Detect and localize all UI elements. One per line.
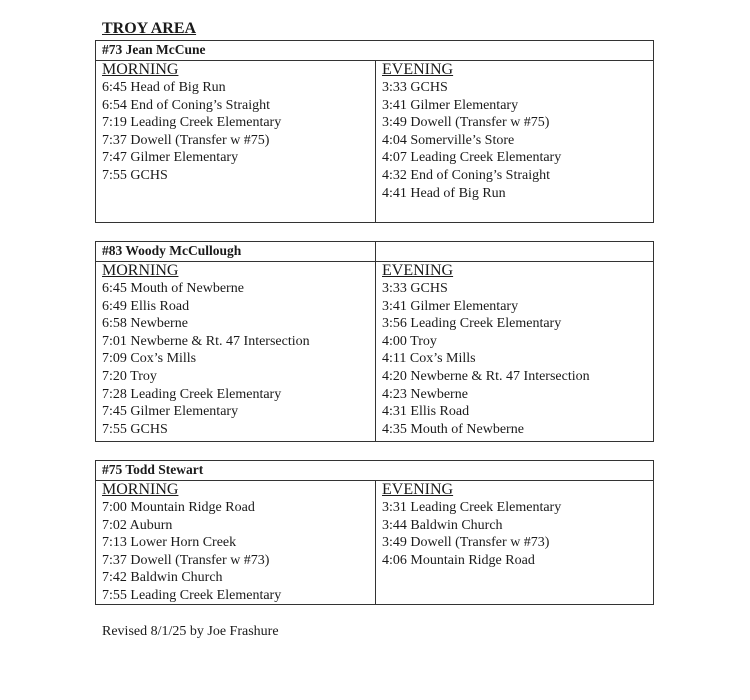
evening-stop: 3:31 Leading Creek Elementary (382, 500, 562, 515)
morning-stop: 7:01 Newberne & Rt. 47 Intersection (102, 333, 310, 349)
morning-label: MORNING (102, 481, 179, 498)
evening-stop: 4:20 Newberne & Rt. 47 Intersection (382, 368, 590, 384)
evening-stop: 4:23 Newberne (382, 386, 468, 402)
evening-stop: 4:41 Head of Big Run (382, 185, 506, 201)
evening-stop: 3:33 GCHS (382, 281, 448, 296)
evening-stop: 3:44 Baldwin Church (382, 517, 503, 533)
evening-label: EVENING (382, 481, 454, 498)
evening-label: EVENING (382, 61, 454, 78)
morning-stop: 7:13 Lower Horn Creek (102, 535, 237, 551)
route-table-83 (95, 241, 654, 442)
route-name: #83 Woody McCullough (102, 243, 242, 258)
page-title: TROY AREA (102, 20, 197, 37)
route-table-73 (95, 40, 654, 223)
evening-stop: 3:33 GCHS (382, 80, 448, 95)
evening-stop: 4:31 Ellis Road (382, 404, 470, 420)
morning-stop: 7:47 Gilmer Elementary (102, 150, 239, 166)
morning-stop: 7:09 Cox’s Mills (102, 351, 197, 367)
morning-stop: 7:28 Leading Creek Elementary (102, 386, 282, 402)
evening-stop: 3:49 Dowell (Transfer w #75) (382, 115, 550, 131)
morning-stop: 7:45 Gilmer Elementary (102, 404, 239, 420)
morning-stop: 7:02 Auburn (102, 517, 173, 533)
morning-stop: 6:45 Mouth of Newberne (102, 281, 244, 296)
morning-stop: 7:55 GCHS (102, 167, 168, 183)
evening-stop: 4:00 Troy (382, 333, 437, 349)
route-header (96, 41, 653, 61)
evening-stop: 3:41 Gilmer Elementary (382, 298, 519, 314)
morning-stop: 6:54 End of Coning’s Straight (102, 97, 270, 113)
route-header (96, 461, 653, 481)
morning-stop: 6:58 Newberne (102, 316, 188, 332)
morning-stop: 6:45 Head of Big Run (102, 80, 226, 95)
column-divider (375, 481, 376, 605)
morning-column (102, 481, 281, 605)
morning-label: MORNING (102, 61, 179, 78)
morning-stop: 6:49 Ellis Road (102, 298, 190, 314)
morning-column (102, 61, 281, 185)
evening-stop: 4:32 End of Coning’s Straight (382, 167, 550, 183)
morning-stop: 7:20 Troy (102, 368, 157, 384)
column-divider (375, 262, 376, 442)
evening-label: EVENING (382, 262, 454, 279)
evening-stop: 4:11 Cox’s Mills (382, 351, 476, 367)
evening-column (382, 481, 561, 569)
route-body (96, 481, 653, 605)
morning-stop: 7:42 Baldwin Church (102, 570, 223, 586)
evening-column (382, 262, 590, 438)
morning-stop: 7:19 Leading Creek Elementary (102, 115, 282, 131)
route-body (96, 61, 653, 223)
revision-note: Revised 8/1/25 by Joe Frashure (102, 624, 279, 639)
morning-stop: 7:55 GCHS (102, 421, 168, 437)
route-body (96, 262, 653, 442)
evening-stop: 3:41 Gilmer Elementary (382, 97, 519, 113)
morning-stop: 7:37 Dowell (Transfer w #73) (102, 552, 270, 568)
evening-stop: 4:04 Somerville’s Store (382, 132, 515, 148)
evening-stop: 4:35 Mouth of Newberne (382, 421, 524, 437)
evening-column (382, 61, 561, 202)
evening-stop: 3:56 Leading Creek Elementary (382, 316, 562, 332)
route-header (96, 242, 653, 262)
morning-column (102, 262, 310, 438)
morning-stop: 7:00 Mountain Ridge Road (102, 500, 255, 515)
evening-stop: 4:06 Mountain Ridge Road (382, 552, 535, 568)
route-table-75 (95, 460, 654, 605)
column-divider (375, 61, 376, 223)
morning-label: MORNING (102, 262, 179, 279)
route-name: #73 Jean McCune (102, 42, 206, 57)
morning-stop: 7:37 Dowell (Transfer w #75) (102, 132, 270, 148)
route-name: #75 Todd Stewart (102, 462, 204, 477)
morning-stop: 7:55 Leading Creek Elementary (102, 587, 282, 603)
evening-stop: 3:49 Dowell (Transfer w #73) (382, 535, 550, 551)
evening-stop: 4:07 Leading Creek Elementary (382, 150, 562, 166)
